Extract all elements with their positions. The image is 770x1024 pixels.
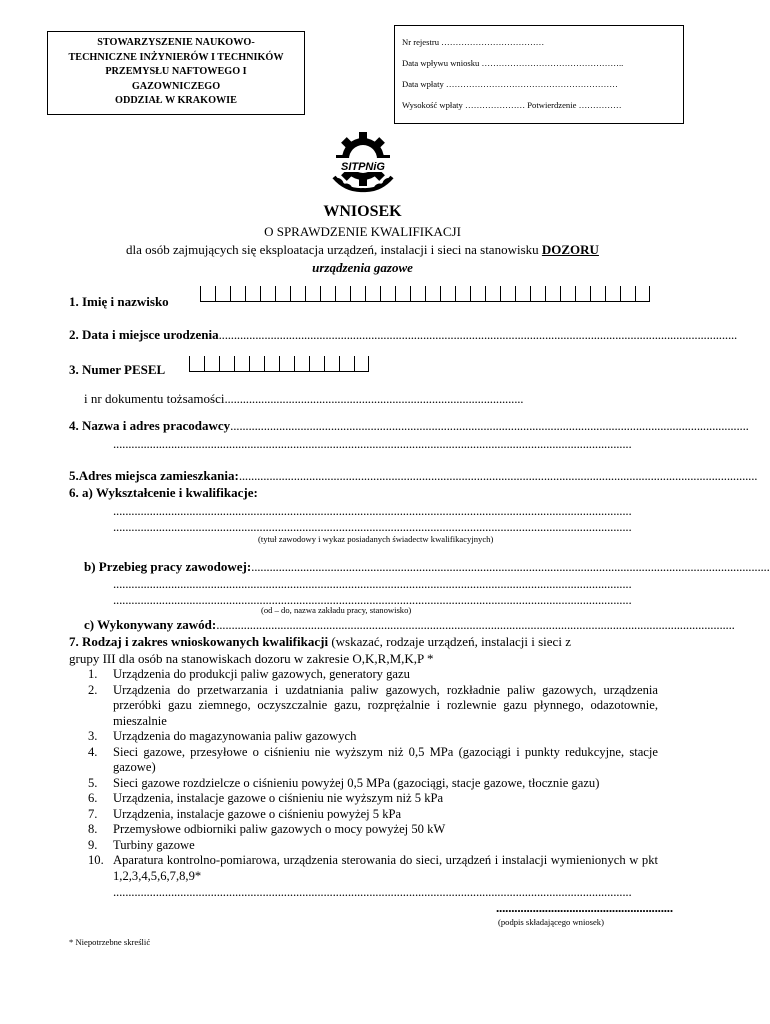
employer-field[interactable]: 4. Nazwa i adres pracodawcy .......................................................................................................................................................................... [69,418,749,433]
qualifications-heading [69,634,571,650]
signature-line[interactable]: .......................................................... [496,900,673,915]
qualifications-instruction-line2: grupy III dla osób na stanowiskach dozoru w zakresie O,K,R,M,K,P * [69,651,434,666]
list-item[interactable]: 3. Urządzenia do magazynowania paliw gazowych [88,729,357,743]
employer-line[interactable]: .......................................................................................................................................................................... [113,436,632,451]
work-history-note: (od – do, nazwa zakładu pracy, stanowisko) [261,605,412,615]
list-item[interactable]: 8. Przemysłowe odbiorniki paliw gazowych o mocy powyżej 50 kW [88,822,446,836]
name-input-boxes[interactable] [200,286,650,302]
pesel-label: 3. Numer PESEL [69,362,166,377]
occupation-label: c) Wykonywany zawód: [84,617,217,632]
employer-label: 4. Nazwa i adres pracodawcy [69,418,231,433]
education-line[interactable]: .......................................................................................................................................................................... [113,503,632,518]
registry-box [394,25,684,124]
list-item[interactable]: 10. Aparatura kontrolno-pomiarowa, urządzenia sterowania do sieci, urządzeń i instalacji wymienionych w pkt 1,2,3,4,5,6,7,8,9* [88,853,658,883]
work-history-line[interactable]: .......................................................................................................................................................................... [113,576,632,591]
payment-amount-field[interactable]: Wysokość wpłaty ………………… Potwierdzenie …………… [402,100,622,110]
work-history-label: b) Przebieg pracy zawodowej: [84,559,252,574]
list-item[interactable]: 7. Urządzenia, instalacje gazowe o ciśnieniu powyżej 5 kPa [88,806,402,821]
list-item[interactable]: 9. Turbiny gazowe [88,837,195,852]
birth-label: 2. Data i miejsce urodzenia [69,327,219,342]
org-line: PRZEMYSŁU NAFTOWEGO I [105,66,247,77]
org-line: TECHNICZNE INŻYNIERÓW I TECHNIKÓW [68,51,284,63]
org-line: ODDZIAŁ W KRAKOWIE [115,95,237,106]
address-label: 5.Adres miejsca zamieszkania: [69,468,239,483]
payment-date-field[interactable]: Data wpłaty …………………………………………………… [402,79,618,89]
name-label: 1. Imię i nazwisko [69,294,169,309]
form-description [0,242,725,258]
id-document-field[interactable]: i nr dokumentu tożsamości .................................................................................................. [84,391,524,406]
education-note: (tytuł zawodowy i wykaz posiadanych świadectw kwalifikacyjnych) [258,534,494,544]
form-title: WNIOSEK [323,203,402,220]
qualifications-line[interactable]: .......................................................................................................................................................................... [113,884,632,899]
qualifications-list [88,667,658,884]
list-item[interactable]: 2. Urządzenia do przetwarzania i uzdatniania paliw gazowych, rozkładnie paliw gazowych, urządzenia przeróbki gazu ziemnego, oczyszczalnie gazu, rozprężalnie i rozlewnie gazu płynnego, odazotownie, mieszalnie [88,682,658,728]
list-item[interactable]: 4. Sieci gazowe, przesyłowe o ciśnieniu nie wyższym niż 0,5 MPa (gazociągi i punkty redukcyjne, stacje gazowe) [88,744,658,774]
form-subtitle: O SPRAWDZENIE KWALIFIKACJI [264,224,461,239]
registry-number-field[interactable]: Nr rejestru ……………………………… [402,37,545,47]
signature-label: (podpis składającego wniosek) [498,917,604,927]
work-history-line[interactable]: .......................................................................................................................................................................... [113,592,632,607]
list-item[interactable]: 5. Sieci gazowe rozdzielcze o ciśnieniu powyżej 0,5 MPa (gazociągi, stacje gazowe, tłocznie gazu) [88,775,600,790]
birth-field[interactable]: 2. Data i miejsce urodzenia .......................................................................................................................................................................... [69,327,738,342]
receipt-date-field[interactable]: Data wpływu wniosku ………………………………………….. [402,58,624,68]
work-history-field[interactable]: b) Przebieg pracy zawodowej: .......................................................................................................................................................................... [84,559,770,574]
list-item[interactable]: 6. Urządzenia, instalacje gazowe o ciśnieniu nie wyższym niż 5 kPa [88,791,444,805]
form-scope: urządzenia gazowe [312,260,413,275]
education-label: 6. a) Wykształcenie i kwalifikacje: [69,485,258,500]
education-line[interactable]: .......................................................................................................................................................................... [113,519,632,534]
org-line: GAZOWNICZEGO [131,80,221,92]
qualifications-label: 7. Rodzaj i zakres wnioskowanych kwalifikacji [69,634,329,649]
id-document-label: i nr dokumentu tożsamości [84,391,225,406]
logo-text: SITPNiG [340,161,386,173]
description-text: dla osób zajmujących się eksploatacja urządzeń, instalacji i sieci na stanowisku [126,242,542,257]
pesel-input-boxes[interactable] [189,356,369,372]
gear-wreath-logo-icon [326,133,400,195]
qualifications-instruction: (wskazać, rodzaje urządzeń, instalacji i sieci z [328,634,571,649]
address-field[interactable]: 5.Adres miejsca zamieszkania: .......................................................................................................................................................................... [69,468,758,483]
list-item[interactable]: 1. Urządzenia do produkcji paliw gazowych, generatory gazu [88,667,410,681]
description-position: DOZORU [541,242,599,257]
occupation-field[interactable]: c) Wykonywany zawód: .......................................................................................................................................................................... [84,617,735,632]
organization-box [47,31,305,115]
org-line: STOWARZYSZENIE NAUKOWO- [97,37,255,48]
footnote: * Niepotrzebne skreślić [69,937,151,947]
